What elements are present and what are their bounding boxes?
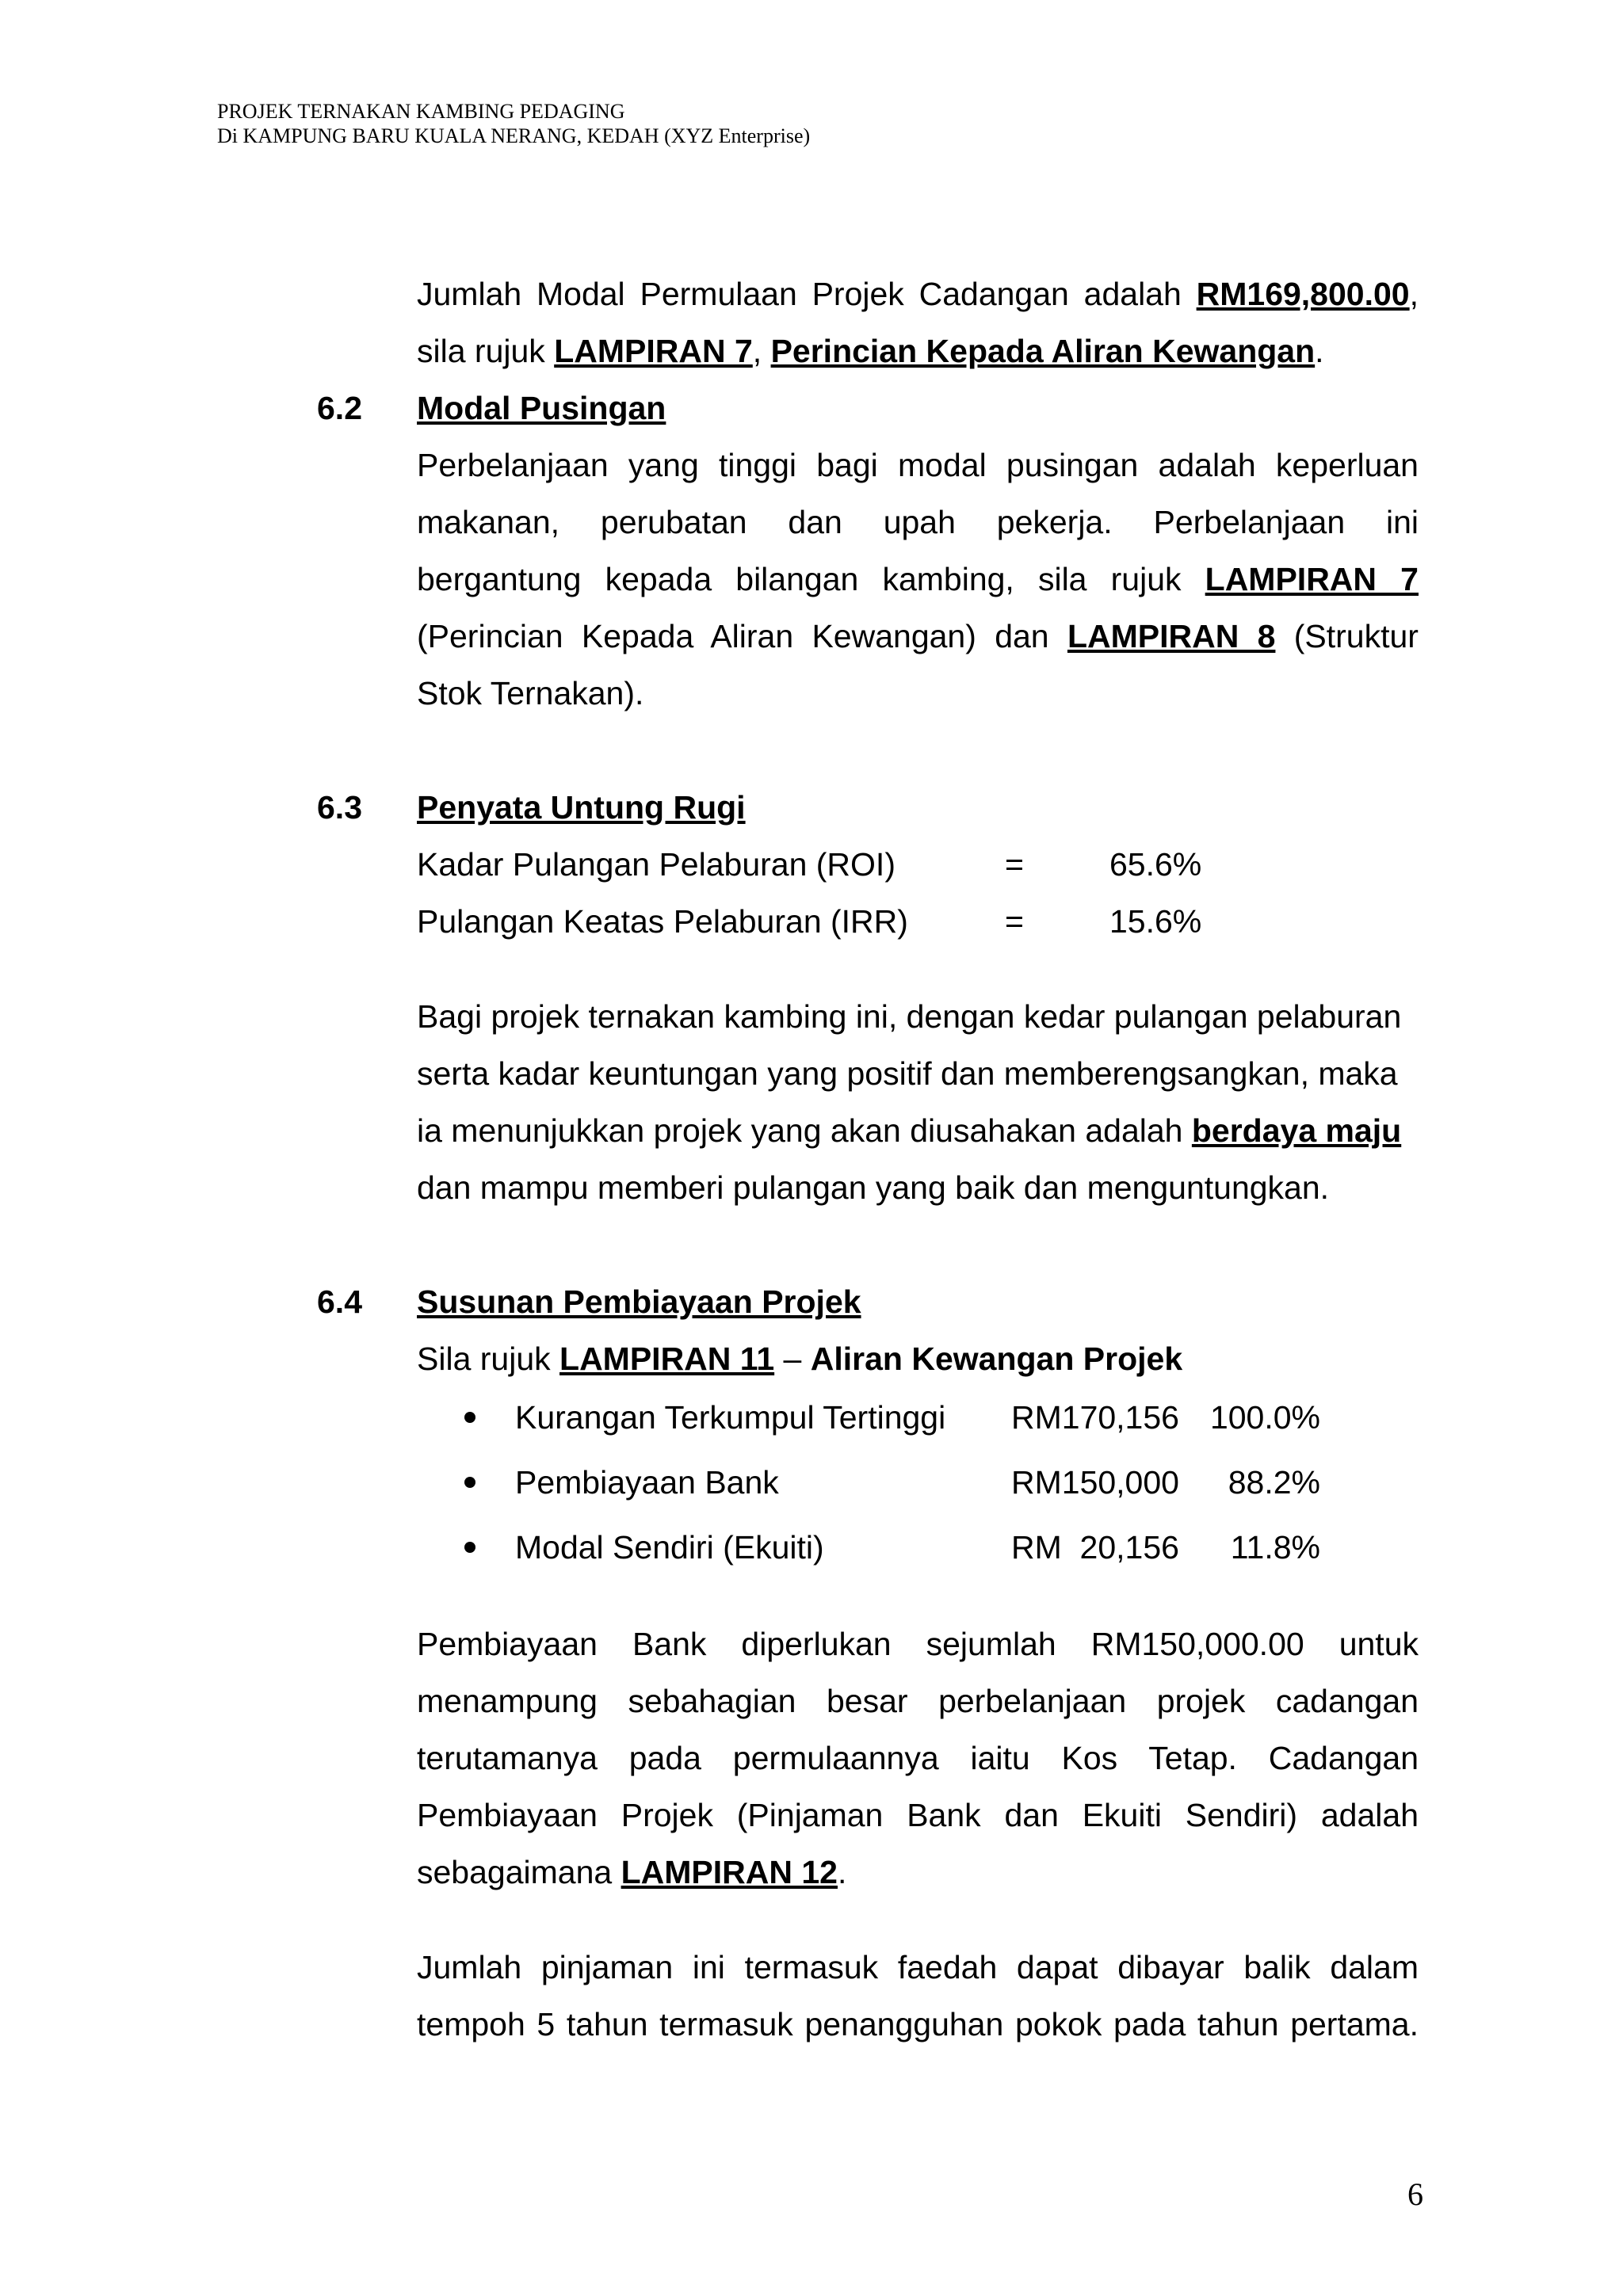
s64-loan-line-2: tempoh 5 tahun termasuk penangguhan pokok pada tahun pertama. — [417, 2006, 1419, 2042]
page-number: 6 — [1407, 2176, 1423, 2212]
lampiran-11-link[interactable]: LAMPIRAN 11 — [559, 1341, 775, 1377]
roi-label: Kadar Pulangan Pelaburan (ROI) — [417, 846, 896, 883]
s64-reference-line: Sila rujuk LAMPIRAN 11 – Aliran Kewangan Projek — [417, 1341, 1183, 1377]
s62-line-5: Stok Ternakan). — [417, 675, 644, 711]
section-6-3-number: 6.3 — [317, 789, 362, 826]
section-6-2-title: Modal Pusingan — [417, 390, 666, 426]
section-6-3-title: Penyata Untung Rugi — [417, 789, 746, 826]
bullet-dot-icon — [464, 1412, 475, 1423]
s64-para-line-1: Pembiayaan Bank diperlukan sejumlah RM150,000.00 untuk — [417, 1626, 1419, 1662]
section-6-4-number: 6.4 — [317, 1283, 362, 1320]
s62-line-1: Perbelanjaan yang tinggi bagi modal pusingan adalah keperluan — [417, 447, 1419, 483]
section-6-2-number: 6.2 — [317, 390, 362, 426]
roi-equals: = — [1005, 846, 1024, 883]
bullet-3-percent: 11.8% — [1230, 1529, 1320, 1566]
irr-value: 15.6% — [1109, 903, 1202, 940]
lampiran-7-link[interactable]: LAMPIRAN 7 — [1205, 561, 1419, 597]
irr-equals: = — [1005, 903, 1024, 940]
bullet-2-percent: 88.2% — [1228, 1464, 1320, 1501]
bullet-dot-icon — [464, 1542, 475, 1553]
header-line-2: Di KAMPUNG BARU KUALA NERANG, KEDAH (XYZ Enterprise) — [217, 124, 811, 147]
bullet-2-amount: RM150,000 — [1011, 1464, 1179, 1501]
intro-line-1: Jumlah Modal Permulaan Projek Cadangan adalah RM169,800.00, — [417, 276, 1419, 312]
bullet-dot-icon — [464, 1477, 475, 1488]
header-line-1: PROJEK TERNAKAN KAMBING PEDAGING — [217, 100, 625, 123]
bullet-1-amount: RM170,156 — [1011, 1399, 1179, 1436]
initial-capital-amount: RM169,800.00 — [1196, 276, 1410, 312]
s64-para-line-5: sebagaimana LAMPIRAN 12. — [417, 1854, 847, 1890]
s63-para-line-3: ia menunjukkan projek yang akan diusahakan adalah berdaya maju — [417, 1112, 1402, 1149]
s64-loan-line-1: Jumlah pinjaman ini termasuk faedah dapat dibayar balik dalam — [417, 1949, 1419, 1985]
s64-para-line-3: terutamanya pada permulaannya iaitu Kos Tetap. Cadangan — [417, 1740, 1419, 1776]
s62-line-3: bergantung kepada bilangan kambing, sila rujuk LAMPIRAN 7 — [417, 561, 1419, 597]
s63-para-line-4: dan mampu memberi pulangan yang baik dan menguntungkan. — [417, 1169, 1330, 1206]
s62-line-2: makanan, perubatan dan upah pekerja. Perbelanjaan ini — [417, 504, 1419, 540]
section-6-4-title: Susunan Pembiayaan Projek — [417, 1283, 861, 1320]
bullet-3-label: Modal Sendiri (Ekuiti) — [515, 1529, 824, 1566]
cashflow-detail-link[interactable]: Perincian Kepada Aliran Kewangan — [770, 333, 1316, 369]
intro-line-2: sila rujuk LAMPIRAN 7, Perincian Kepada Aliran Kewangan. — [417, 333, 1324, 369]
s63-para-line-2: serta kadar keuntungan yang positif dan memberengsangkan, maka — [417, 1055, 1398, 1092]
bullet-2-label: Pembiayaan Bank — [515, 1464, 779, 1501]
s64-para-line-2: menampung sebahagian besar perbelanjaan projek cadangan — [417, 1683, 1419, 1719]
bullet-1-percent: 100.0% — [1209, 1399, 1320, 1436]
s63-para-line-1: Bagi projek ternakan kambing ini, dengan kedar pulangan pelaburan — [417, 998, 1402, 1035]
lampiran-7-link[interactable]: LAMPIRAN 7 — [554, 333, 753, 369]
lampiran-12-link[interactable]: LAMPIRAN 12 — [621, 1854, 838, 1890]
roi-value: 65.6% — [1109, 846, 1202, 883]
s62-line-4: (Perincian Kepada Aliran Kewangan) dan LAMPIRAN 8 (Struktur — [417, 618, 1419, 654]
lampiran-8-link[interactable]: LAMPIRAN 8 — [1067, 618, 1276, 654]
bullet-1-label: Kurangan Terkumpul Tertinggi — [515, 1399, 946, 1436]
berdaya-maju-emphasis: berdaya maju — [1191, 1112, 1402, 1149]
s64-para-line-4: Pembiayaan Projek (Pinjaman Bank dan Ekuiti Sendiri) adalah — [417, 1797, 1419, 1833]
irr-label: Pulangan Keatas Pelaburan (IRR) — [417, 903, 908, 940]
bullet-3-amount: RM 20,156 — [1011, 1529, 1179, 1566]
